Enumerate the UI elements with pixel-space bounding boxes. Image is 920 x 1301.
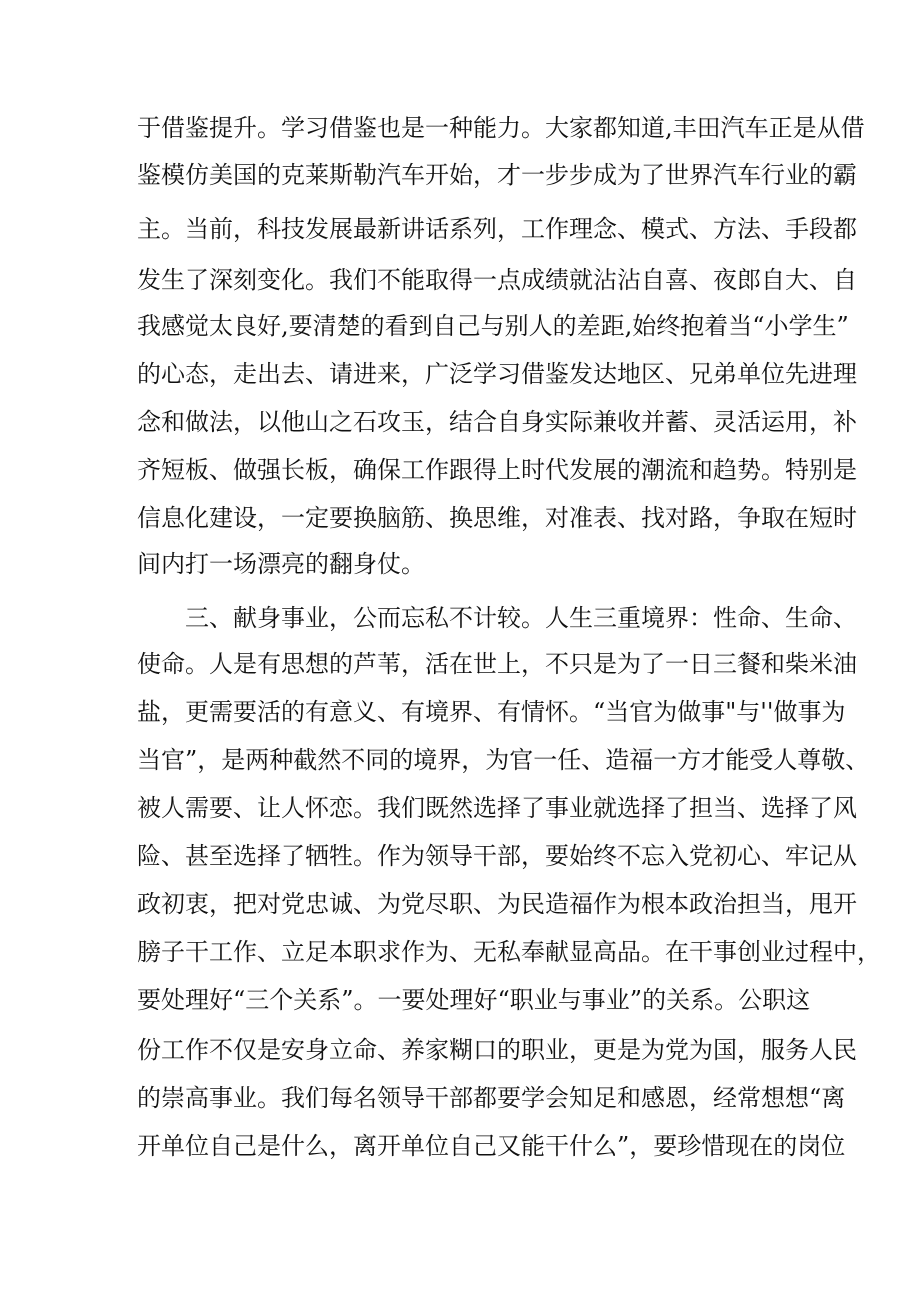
text-line: 开单位自己是什么，离开单位自己又能干什么”，要珍惜现在的岗位 (137, 1132, 846, 1160)
text-line: 盐，更需要活的有意义、有境界、有情怀。“当官为做事"与''做事为 (137, 698, 846, 726)
text-line: 鉴模仿美国的克莱斯勒汽车开始，才一步步成为了世界汽车行业的霸 (137, 161, 857, 189)
text-line: 的崇高事业。我们每名领导干部都要学会知足和感恩，经常想想“离 (137, 1084, 846, 1112)
text-line: 要处理好“三个关系”。一要处理好“职业与事业”的关系。公职这 (137, 986, 811, 1014)
text-line: 念和做法，以他山之石攻玉，结合自身实际兼收并蓄、灵活运用，补 (137, 408, 857, 436)
text-line: 齐短板、做强长板，确保工作跟得上时代发展的潮流和趋势。特别是 (137, 456, 857, 484)
paragraph-heading-line: 三、献身事业，公而忘私不计较。人生三重境界：性命、生命、 (185, 604, 857, 632)
text-line: 政初衷，把对党忠诚、为党尽职、为民造福作为根本政治担当，甩开 (137, 890, 857, 918)
text-line: 险、甚至选择了牺牲。作为领导干部，要始终不忘入党初心、牢记从 (137, 842, 857, 870)
text-line: 份工作不仅是安身立命、养家糊口的职业，更是为党为国，服务人民 (137, 1036, 857, 1064)
text-line: 当官”，是两种截然不同的境界，为官一任、造福一方才能受人尊敬、 (137, 746, 870, 774)
text-line: 膀子干工作、立足本职求作为、无私奉献显高品。在干事创业过程中， (137, 938, 881, 966)
text-line: 的心态，走出去、请进来，广泛学习借鉴发达地区、兄弟单位先进理 (137, 360, 857, 388)
text-line: 主。当前，科技发展最新讲话系列，工作理念、模式、方法、手段都 (137, 215, 857, 243)
text-line: 于借鉴提升。学习借鉴也是一种能力。大家都知道,丰田汽车正是从借 (137, 114, 865, 142)
text-line: 间内打一场漂亮的翻身仗。 (137, 550, 425, 578)
text-line: 被人需要、让人怀恋。我们既然选择了事业就选择了担当、选择了风 (137, 794, 857, 822)
text-line: 我感觉太良好,要清楚的看到自己与别人的差距,始终抱着当“小学生” (137, 312, 849, 340)
text-line: 发生了深刻变化。我们不能取得一点成绩就沾沾自喜、夜郎自大、自 (137, 266, 857, 294)
text-line: 信息化建设，一定要换脑筋、换思维，对准表、找对路，争取在短时 (137, 504, 857, 532)
text-line: 使命。人是有思想的芦苇，活在世上，不只是为了一日三餐和柴米油 (137, 650, 857, 678)
